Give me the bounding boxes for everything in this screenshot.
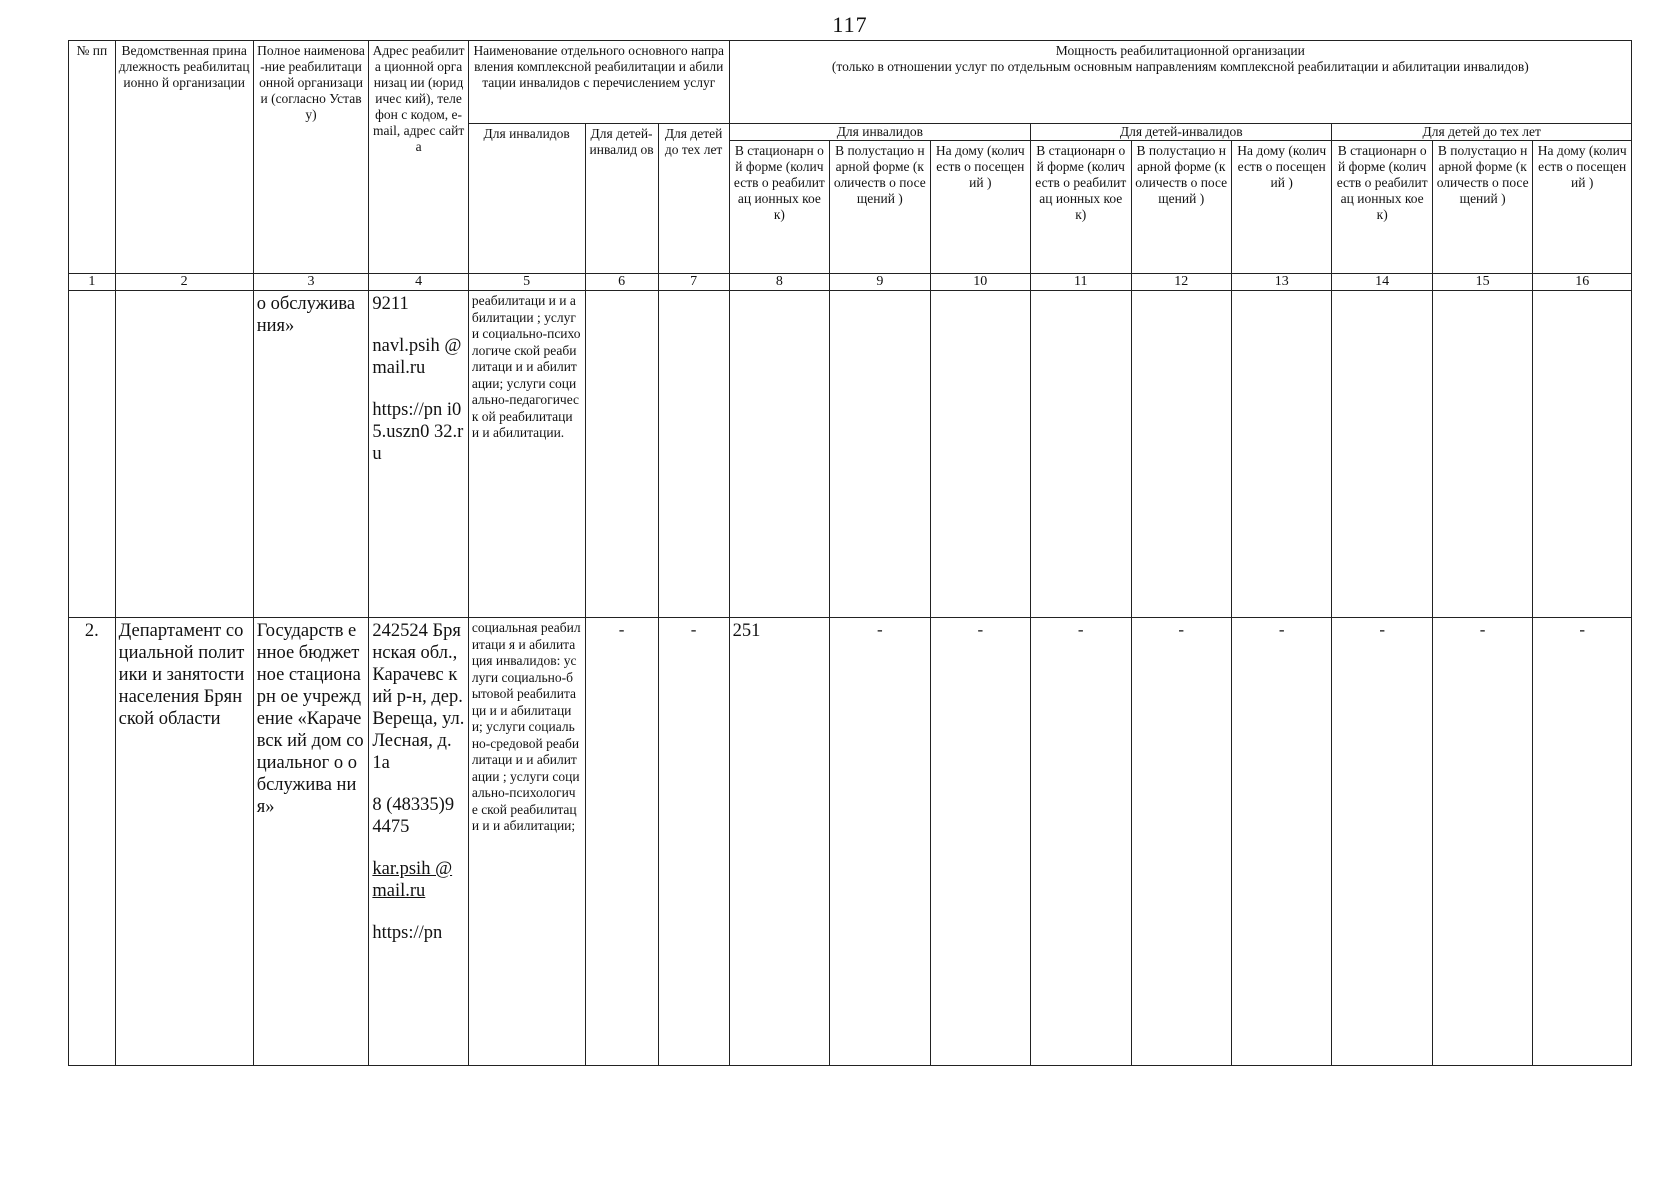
row-website: https://pn i05.uszn0 32.ru	[372, 400, 464, 464]
row-address-postal: 9211	[372, 294, 409, 314]
row-email: navl.psih @mail.ru	[372, 336, 462, 378]
table-row	[69, 618, 1632, 1066]
row-full-name: о обслужива ния»	[253, 291, 369, 618]
column-number: 8	[729, 274, 829, 291]
row-cell	[1131, 291, 1231, 618]
column-number: 14	[1332, 274, 1432, 291]
header-semi-stationary-children: В полустацио нарной форме (количеств о посещений )	[1131, 141, 1231, 274]
header-dir-disabled: Для инвалидов	[468, 124, 585, 274]
row-address	[369, 291, 468, 618]
column-number: 13	[1231, 274, 1331, 291]
header-stationary-children: В стационарн ой форме (количеств о реабилитац ионных коек)	[1031, 141, 1131, 274]
column-number: 2	[115, 274, 253, 291]
column-number: 16	[1533, 274, 1632, 291]
header-address: Адрес реабилита ционной организац ии (юридичес кий), телефон с кодом, e-mail, адрес сайта	[369, 41, 468, 274]
row-services: реабилитаци и и абилитации ; услуги социально-психологиче ской реабилитаци и и абилитации; услуги социально-педагогическ ой реабилитаци и и абилитации.	[468, 291, 585, 618]
header-dir-children: Для детей-инвалид ов	[585, 124, 658, 274]
table-row	[69, 291, 1632, 618]
row-cell	[658, 291, 729, 618]
column-number: 10	[930, 274, 1030, 291]
row-cell: -	[1131, 618, 1231, 1066]
row-number	[69, 291, 116, 618]
row-cell: -	[658, 618, 729, 1066]
row-cell: -	[1031, 618, 1131, 1066]
row-cell	[585, 291, 658, 618]
header-dir-children-until: Для детей до тех лет	[658, 124, 729, 274]
row-cell	[1031, 291, 1131, 618]
column-number: 5	[468, 274, 585, 291]
row-cell	[930, 291, 1030, 618]
row-services: социальная реабилитаци я и абилитация инвалидов: услуги социально-бытовой реабилитаци и и абилитации; услуги социально-средовой реабилитаци и и абилитации ; услуги социально-психологиче ской реабилитаци и и абилитации;	[468, 618, 585, 1066]
header-at-home-children-until: На дому (количеств о посещений )	[1533, 141, 1632, 274]
header-semi-stationary-children-until: В полустацио нарной форме (количеств о посещений )	[1432, 141, 1532, 274]
header-department: Ведомственная принадлежность реабилитационно й организации	[115, 41, 253, 274]
header-at-home-children: На дому (количеств о посещений )	[1231, 141, 1331, 274]
row-address	[369, 618, 468, 1066]
column-number: 12	[1131, 274, 1231, 291]
column-number: 7	[658, 274, 729, 291]
row-number: 2.	[69, 618, 116, 1066]
header-at-home-disabled: На дому (количеств о посещений )	[930, 141, 1030, 274]
header-number: № пп	[69, 41, 116, 274]
row-cell-stationary-disabled: 251	[729, 618, 829, 1066]
column-number: 4	[369, 274, 468, 291]
row-cell: -	[585, 618, 658, 1066]
row-phone: 8 (48335)9 4475	[372, 795, 455, 837]
header-stationary-disabled: В стационарн ой форме (количеств о реабилитац ионных коек)	[729, 141, 829, 274]
column-number: 3	[253, 274, 369, 291]
row-address-postal: 242524 Брянская обл., Карачевс кий р-н, дер. Вереща, ул. Лесная, д. 1а	[372, 621, 465, 773]
capacity-note: (только в отношении услуг по отдельным основным направлениям комплексной реабилитации и абилитации инвалидов)	[831, 59, 1529, 74]
row-cell: -	[1533, 618, 1632, 1066]
column-number: 9	[830, 274, 930, 291]
row-department	[115, 291, 253, 618]
row-cell	[1231, 291, 1331, 618]
row-cell	[1432, 291, 1532, 618]
header-semi-stationary-disabled: В полустацио нарной форме (количеств о посещений )	[830, 141, 930, 274]
header-group-disabled: Для инвалидов	[729, 124, 1030, 141]
row-full-name: Государств енное бюджетное стационарн ое учреждение «Карачевск ий дом социальног о обслужива ния»	[253, 618, 369, 1066]
row-cell: -	[1432, 618, 1532, 1066]
column-number-row	[69, 274, 1632, 291]
row-cell	[830, 291, 930, 618]
column-number: 15	[1432, 274, 1532, 291]
row-department: Департамент социальной политики и занятости населения Брянской области	[115, 618, 253, 1066]
column-number: 1	[69, 274, 116, 291]
header-group-children-until: Для детей до тех лет	[1332, 124, 1632, 141]
row-cell: -	[830, 618, 930, 1066]
row-cell	[729, 291, 829, 618]
row-email	[372, 858, 464, 902]
row-website: https://pn	[372, 923, 443, 943]
row-cell: -	[1332, 618, 1432, 1066]
row-cell: -	[930, 618, 1030, 1066]
row-cell: -	[1231, 618, 1331, 1066]
header-group-children: Для детей-инвалидов	[1031, 124, 1332, 141]
header-direction-group: Наименование отдельного основного направления комплексной реабилитации и абилитации инвалидов с перечислением услуг	[468, 41, 729, 124]
header-stationary-children-until: В стационарн ой форме (количеств о реабилитац ионных коек)	[1332, 141, 1432, 274]
row-cell	[1533, 291, 1632, 618]
column-number: 11	[1031, 274, 1131, 291]
capacity-title: Мощность реабилитационной организации	[1055, 43, 1305, 58]
page-number: 117	[832, 12, 868, 37]
column-number: 6	[585, 274, 658, 291]
rehabilitation-registry-table	[68, 40, 1632, 1066]
row-email-link: kar.psih @mail.ru	[372, 859, 453, 901]
header-full-name: Полное наименова-ние реабилитаци онной организации (согласно Уставу)	[253, 41, 369, 274]
header-capacity-group	[729, 41, 1631, 124]
row-cell	[1332, 291, 1432, 618]
